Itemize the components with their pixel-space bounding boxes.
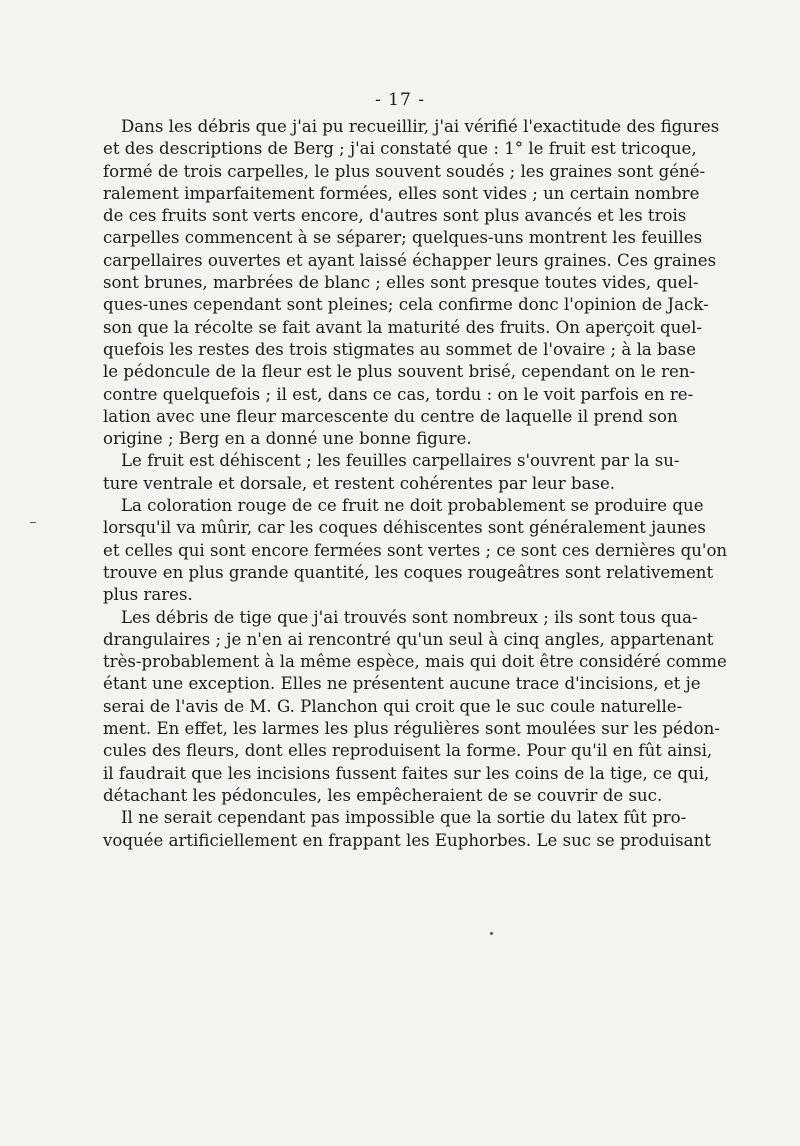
text-line: étant une exception. Elles ne présentent aucune trace d'incisions, et je [103,674,701,694]
text-line: formé de trois carpelles, le plus souvent soudés ; les graines sont géné- [103,161,706,181]
scan-speck [30,522,36,523]
text-line: ment. En effet, les larmes les plus régulières sont moulées sur les pédon- [103,719,720,739]
scan-speck [490,932,493,935]
text-line: son que la récolte se fait avant la maturité des fruits. On aperçoit quel- [103,317,703,337]
text-line: contre quelquefois ; il est, dans ce cas, tordu : on le voit parfois en re- [103,384,694,404]
text-line: ralement imparfaitement formées, elles sont vides ; un certain nombre [103,183,700,203]
text-line: La coloration rouge de ce fruit ne doit probablement se produire que [121,496,704,516]
text-line: Il ne serait cependant pas impossible que la sortie du latex fût pro- [121,808,687,828]
text-line: voquée artificiellement en frappant les Euphorbes. Le suc se produisant [103,830,711,850]
text-line: lation avec une fleur marcescente du centre de laquelle il prend son [103,406,678,426]
text-line: et celles qui sont encore fermées sont vertes ; ce sont ces dernières qu'on [103,540,728,560]
text-line: quefois les restes des trois stigmates au sommet de l'ovaire ; à la base [103,339,696,359]
text-line: carpelles commencent à se séparer; quelques-uns montrent les feuilles [103,228,703,248]
page-number: - 17 - [375,90,425,110]
text-line: drangulaires ; je n'en ai rencontré qu'un seul à cinq angles, appartenant [103,629,714,649]
text-line: Les débris de tige que j'ai trouvés sont nombreux ; ils sont tous qua- [121,607,698,627]
text-line: carpellaires ouvertes et ayant laissé échapper leurs graines. Ces graines [103,250,717,270]
text-line: le pédoncule de la fleur est le plus souvent brisé, cependant on le ren- [103,362,696,382]
text-line: Le fruit est déhiscent ; les feuilles carpellaires s'ouvrent par la su- [121,451,680,471]
text-line: trouve en plus grande quantité, les coques rougeâtres sont relativement [103,562,714,582]
text-line: ques-unes cependant sont pleines; cela confirme donc l'opinion de Jack- [103,295,709,315]
text-line: il faudrait que les incisions fussent faites sur les coins de la tige, ce qui, [103,763,710,783]
text-line: Dans les débris que j'ai pu recueillir, j'ai vérifié l'exactitude des figures [121,117,720,136]
text-line: cules des fleurs, dont elles reproduisent la forme. Pour qu'il en fût ainsi, [103,741,713,761]
text-line: de ces fruits sont verts encore, d'autres sont plus avancés et les trois [103,206,687,226]
text-line: et des descriptions de Berg ; j'ai constaté que : 1° le fruit est tricoque, [103,139,697,159]
text-line: très-probablement à la même espèce, mais qui doit être considéré comme [103,652,727,672]
text-line: serai de l'avis de M. G. Planchon qui croit que le suc coule naturelle- [103,696,683,716]
text-line: origine ; Berg en a donné une bonne figure. [103,429,472,449]
text-line: lorsqu'il va mûrir, car les coques déhiscentes sont généralement jaunes [103,518,706,538]
text-line: détachant les pédoncules, les empêcheraient de se couvrir de suc. [103,785,663,805]
body-text [103,116,728,852]
text-line: sont brunes, marbrées de blanc ; elles sont presque toutes vides, quel- [103,273,699,293]
text-line: ture ventrale et dorsale, et restent cohérentes par leur base. [103,473,616,493]
text-line: plus rares. [103,585,193,605]
